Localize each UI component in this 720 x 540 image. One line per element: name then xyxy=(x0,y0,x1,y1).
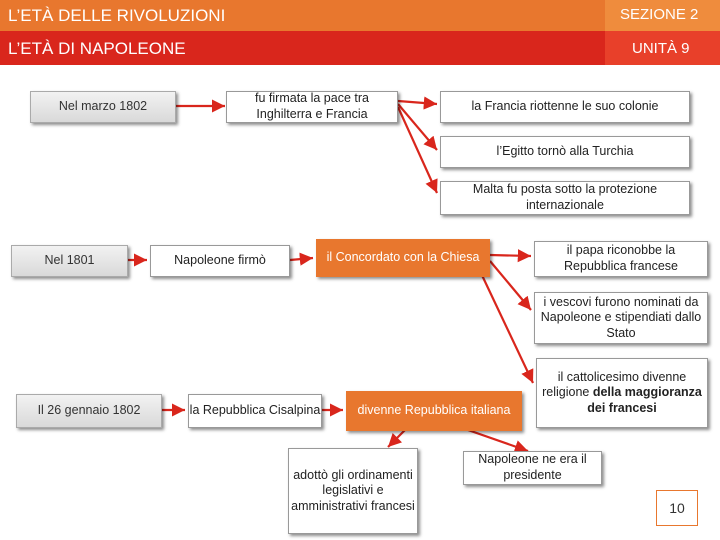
catholicism-node xyxy=(536,358,708,428)
italian-republic-node: divenne Repubblica italiana xyxy=(346,391,522,431)
cisalpine-node: la Repubblica Cisalpina xyxy=(188,394,322,428)
napoleon-signed-node: Napoleone firmò xyxy=(150,245,290,277)
date-jan-1802: Il 26 gennaio 1802 xyxy=(16,394,162,428)
concordat-node: il Concordato con la Chiesa xyxy=(316,239,490,277)
peace-signed-node: fu firmata la pace tra Inghilterra e Francia xyxy=(226,91,398,123)
pope-recognized-node: il papa riconobbe la Repubblica francese xyxy=(534,241,708,277)
adopted-node: adottò gli ordinamenti legislativi e amministrativi francesi xyxy=(288,448,418,534)
header-title: L’ETÀ DELLE RIVOLUZIONI xyxy=(8,6,226,25)
date-march-1802: Nel marzo 1802 xyxy=(30,91,176,123)
president-node: Napoleone ne era il presidente xyxy=(463,451,602,485)
egypt-node: l’Egitto tornò alla Turchia xyxy=(440,136,690,168)
header-subtitle: L’ETÀ DI NAPOLEONE xyxy=(8,39,186,58)
arrow-italian-to-president xyxy=(468,430,528,451)
bishops-node: i vescovi furono nominati da Napoleone e stipendiati dallo Stato xyxy=(534,292,708,344)
catholicism-text: il cattolicesimo divenne religione xyxy=(542,369,687,400)
malta-node: Malta fu posta sotto la protezione internazionale xyxy=(440,181,690,215)
catholicism-bold-text: della maggioranza dei francesi xyxy=(587,385,702,415)
date-1801: Nel 1801 xyxy=(11,245,128,277)
arrow-italian-to-adopted xyxy=(388,430,405,447)
page-number: 10 xyxy=(656,490,698,526)
section-label: SEZIONE 2 xyxy=(620,6,699,23)
arrow-concordat-to-catholicism xyxy=(480,271,533,383)
arrow-peace-to-malta xyxy=(398,107,437,193)
arrow-peace-to-colonies xyxy=(398,101,437,104)
unit-label: UNITÀ 9 xyxy=(632,40,690,57)
arrow-concordat-to-pope xyxy=(490,255,531,256)
arrow-napoleon-to-concordat xyxy=(290,258,313,260)
colonies-node: la Francia riottenne le suo colonie xyxy=(440,91,690,123)
arrow-peace-to-egypt xyxy=(398,104,437,150)
